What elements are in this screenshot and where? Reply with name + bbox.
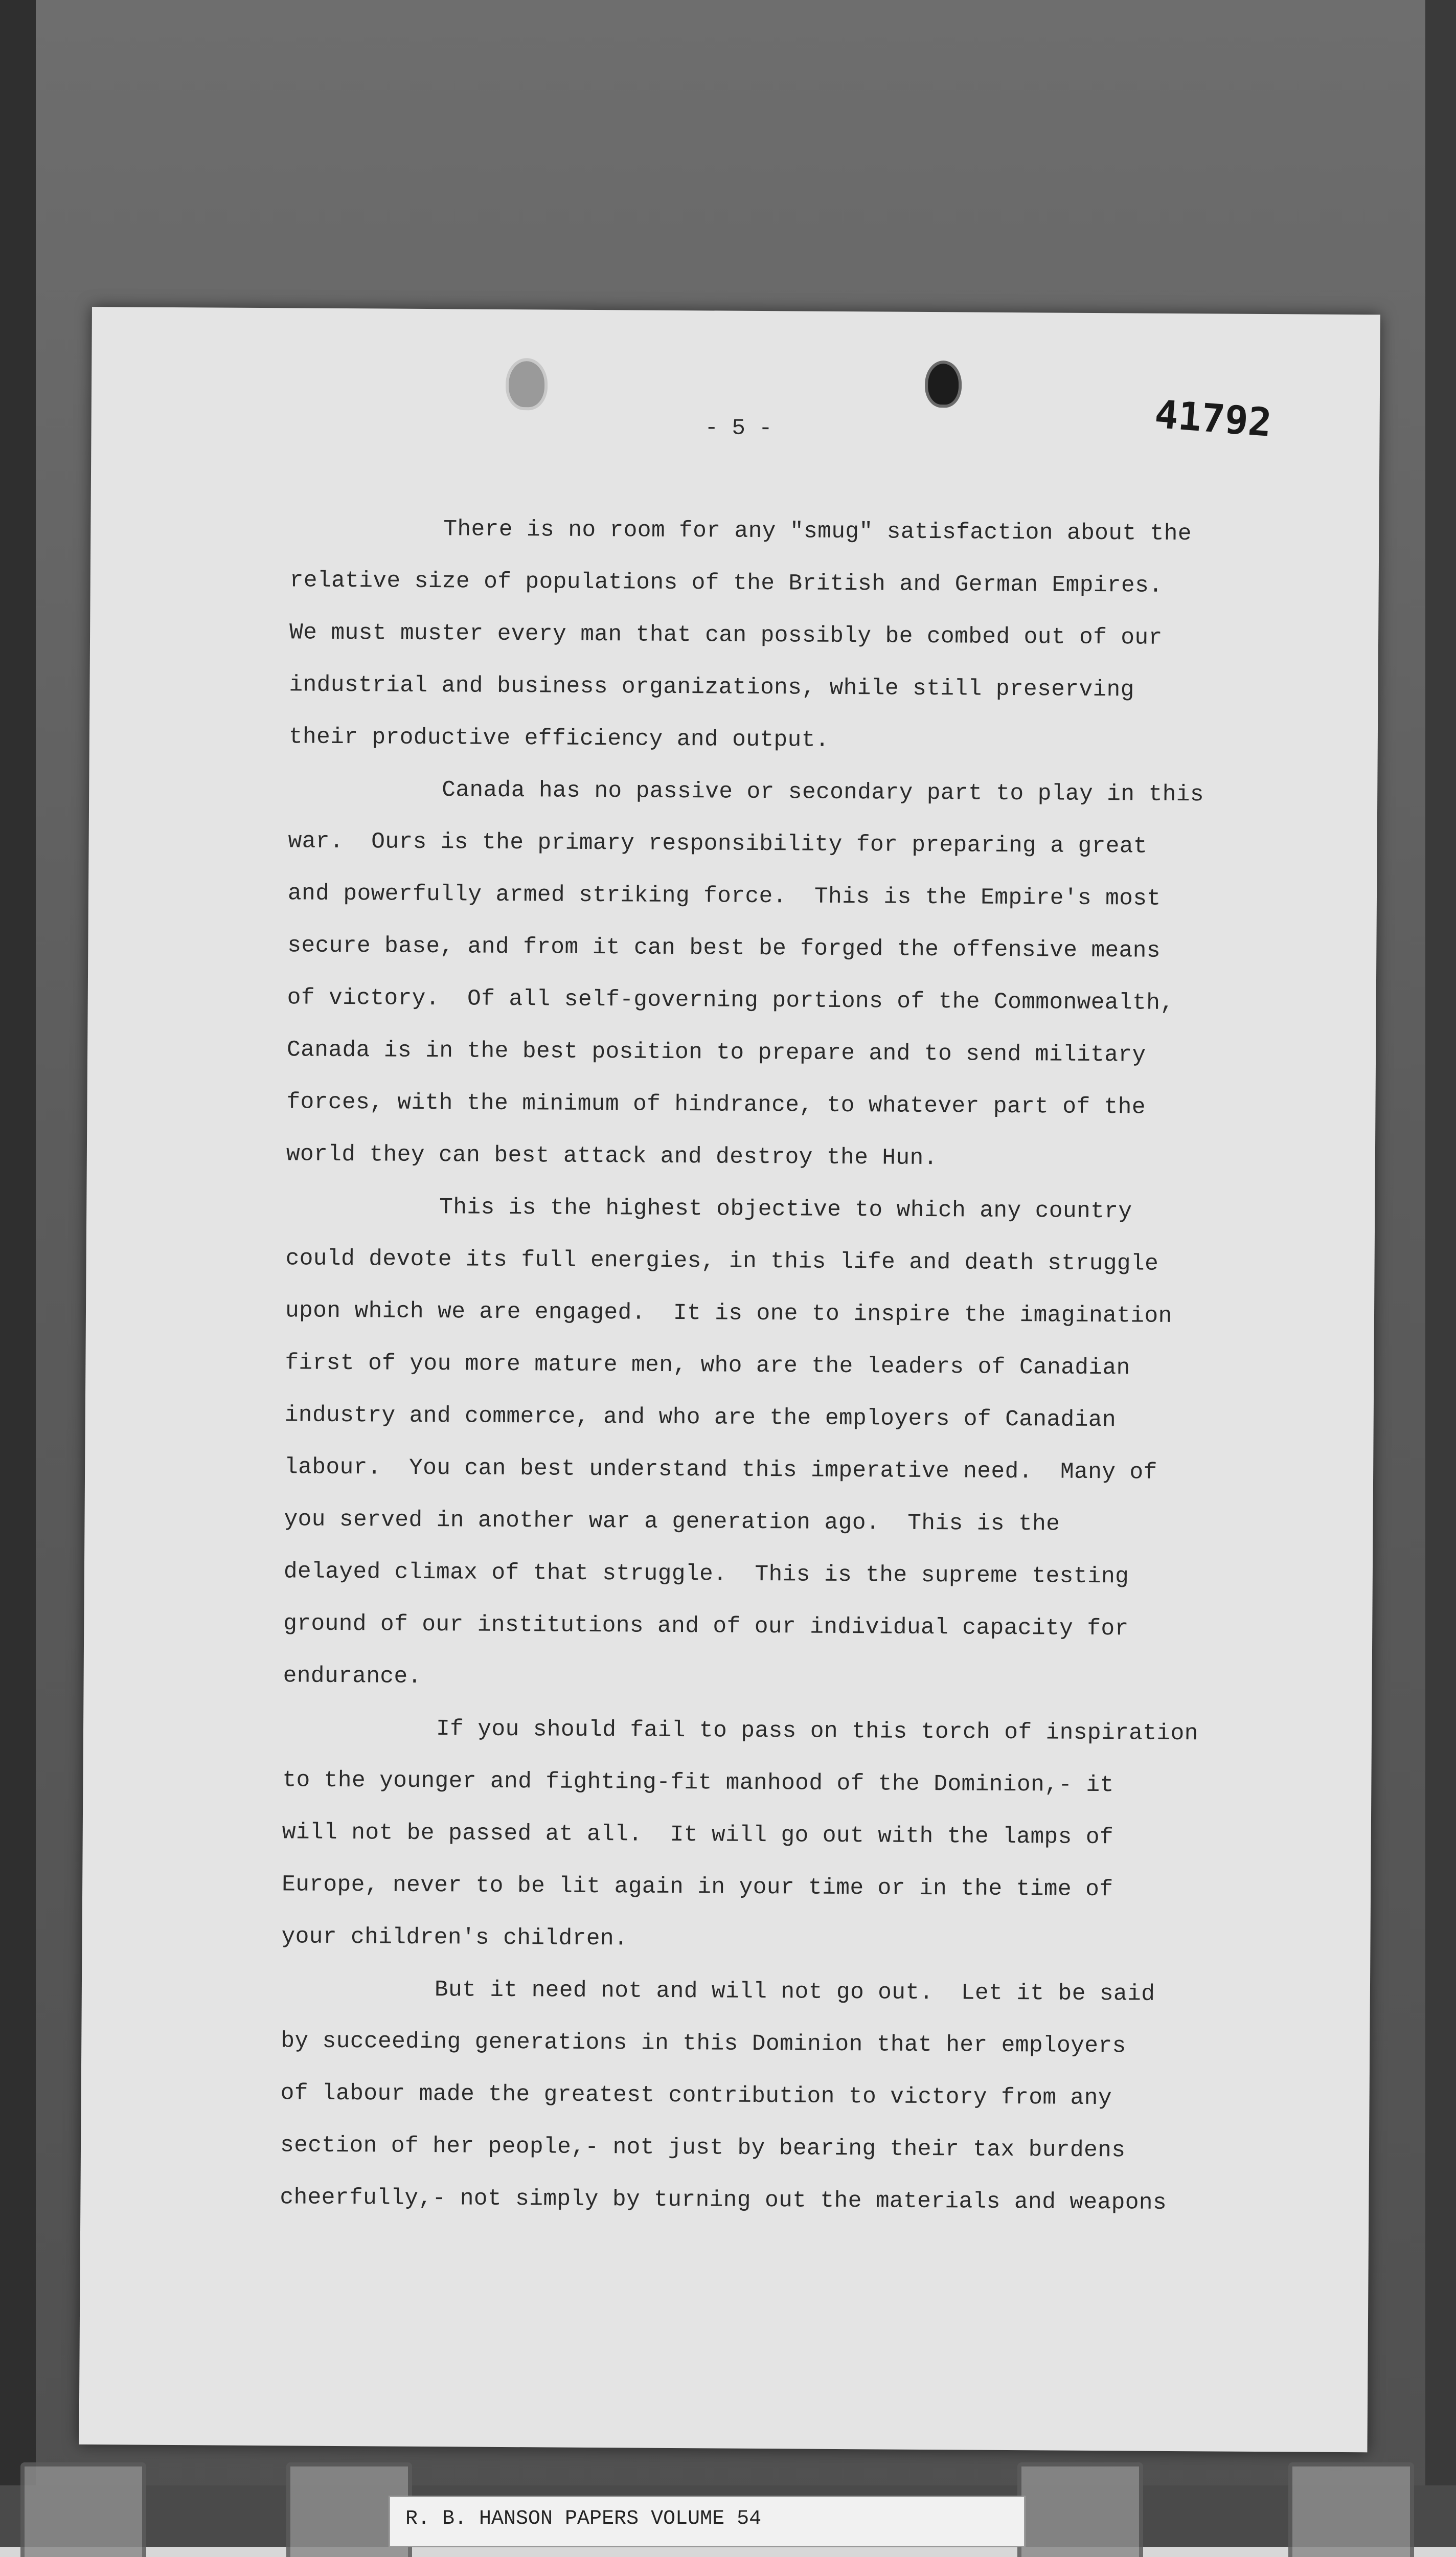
text-line: your children's children. [281,1924,628,1952]
document-page [79,307,1380,2452]
text-line: delayed climax of that struggle. This is the supreme testing [283,1559,1129,1590]
text-line: world they can best attack and destroy the Hun. [286,1141,938,1172]
punch-hole-icon [506,358,548,410]
text-line: endurance. [283,1663,422,1690]
text-line: But it need not and will not go out. Let it be said [434,1977,1155,2007]
text-line: section of her people,- not just by bearing their tax burdens [280,2133,1126,2164]
text-line: industrial and business organizations, while still preserving [289,672,1134,703]
volume-label-card [389,2496,1026,2547]
text-line: war. Ours is the primary responsibility for preparing a great [288,828,1148,860]
text-line: cheerfully,- not simply by turning out the materials and weapons [280,2185,1167,2216]
text-line: could devote its full energies, in this life and death struggle [285,1246,1159,1277]
text-line: and powerfully armed striking force. This is the Empire's most [287,881,1161,912]
punch-hole-icon [925,361,962,408]
text-line: We must muster every man that can possibly be combed out of our [289,620,1163,651]
text-line: you served in another war a generation ago. This is the [284,1507,1060,1537]
text-line: of victory. Of all self-governing portions of the Commonwealth, [287,985,1174,1016]
text-line: Canada has no passive or secondary part to play in this [442,777,1204,808]
text-line: If you should fail to pass on this torch of inspiration [436,1716,1198,1747]
text-line: labour. You can best understand this imperative need. Many of [284,1454,1157,1486]
volume-label-text: R. B. HANSON PAPERS VOLUME 54 [405,2507,762,2530]
text-line: first of you more mature men, who are the leaders of Canadian [285,1350,1130,1381]
text-line: by succeeding generations in this Dominion that her employers [281,2028,1126,2059]
text-line: will not be passed at all. It will go out with the lamps of [282,1820,1114,1851]
text-line: of labour made the greatest contribution to victory from any [280,2080,1112,2112]
text-line: Canada is in the best position to prepare and to send military [286,1037,1146,1068]
text-line: their productive efficiency and output. [288,724,830,753]
text-line: secure base, and from it can best be forged the offensive means [287,933,1161,964]
archive-stamp-number: 41792 [1153,391,1273,445]
binder-clip-icon [1017,2462,1143,2557]
text-line: ground of our institutions and of our individual capacity for [283,1611,1129,1642]
text-line: forces, with the minimum of hindrance, to whatever part of the [286,1089,1146,1120]
mount-board-right [1425,0,1456,2557]
text-line: There is no room for any "smug" satisfaction about the [443,517,1192,547]
text-line: to the younger and fighting-fit manhood of the Dominion,- it [282,1767,1114,1799]
text-line: relative size of populations of the British and German Empires. [289,568,1163,599]
mount-board-left [0,0,36,2557]
text-line: Europe, never to be lit again in your time or in the time of [282,1872,1113,1903]
document-body [280,502,1374,2230]
binder-clip-icon [1288,2462,1414,2557]
binder-clip-icon [20,2462,146,2557]
page-number: - 5 - [704,415,772,442]
text-line: upon which we are engaged. It is one to inspire the imagination [285,1298,1172,1329]
text-line: This is the highest objective to which any country [439,1195,1132,1225]
text-line: industry and commerce, and who are the employers of Canadian [284,1402,1117,1433]
